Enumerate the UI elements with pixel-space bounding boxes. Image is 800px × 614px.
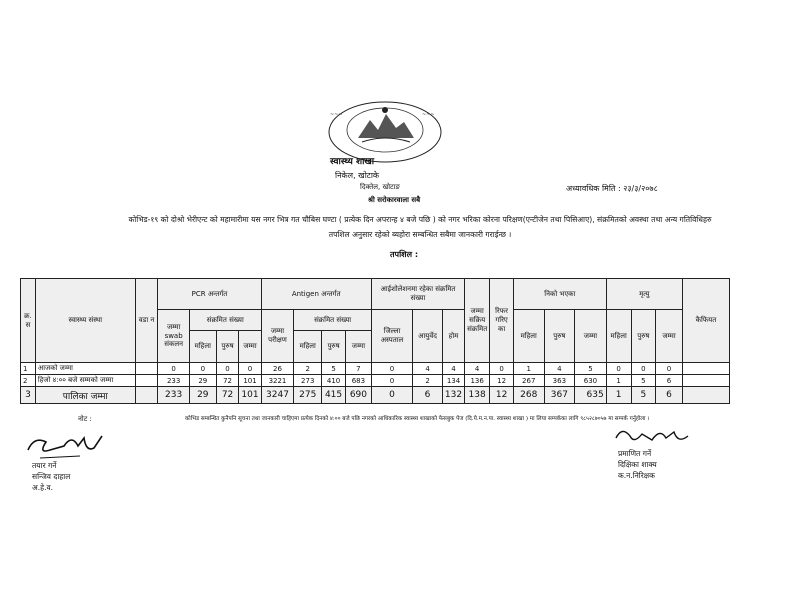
- cell-org: हिजो ४:०० बजे सम्मको जम्मा: [35, 375, 135, 387]
- cell-pcr-swab: 0: [158, 363, 190, 375]
- cell-org: आजको जम्मा: [35, 363, 135, 375]
- cell-ag-female: 2: [294, 363, 322, 375]
- cell-pcr-swab: 233: [158, 387, 190, 404]
- header-isolation: आईशोलेशनमा रहेका संक्रमित संख्या: [371, 279, 464, 310]
- header-death-total: जम्मा: [656, 310, 683, 363]
- cell-ag-female: 273: [294, 375, 322, 387]
- header-ward: वडा न: [135, 279, 158, 363]
- header-rec-female: महिला: [513, 310, 544, 363]
- intro-text: [120, 212, 720, 242]
- header-rec-total: जम्मा: [575, 310, 607, 363]
- cell-rec-male: 4: [544, 363, 575, 375]
- header-iso-district: जिल्ला अस्पताल: [371, 310, 412, 363]
- cell-pcr-swab: 233: [158, 375, 190, 387]
- header-org: स्वास्थ्य संस्था: [35, 279, 135, 363]
- cell-death-male: 5: [631, 387, 656, 404]
- note-label: नोट :: [78, 415, 92, 423]
- cell-sn: 1: [21, 363, 36, 375]
- header-pcr: PCR अन्तर्गत: [158, 279, 261, 310]
- cell-death-male: 5: [631, 375, 656, 387]
- header-death: मृत्यु: [606, 279, 682, 310]
- cell-ag-infected-total: 683: [346, 375, 372, 387]
- intro-line-2: तपशिल अनुसार रहेको ब्यहोरा सम्बन्धित सबैमा जानकारी गराईन्छ ।: [328, 230, 512, 239]
- municipality-name: निकेल, खोटाके: [335, 171, 380, 180]
- cell-death-female: 0: [606, 363, 631, 375]
- cell-death-female: 1: [606, 387, 631, 404]
- cell-death-total: 6: [656, 387, 683, 404]
- update-date: अध्यावधिक मिति : २३/३/२०७८: [566, 184, 658, 193]
- header-ag-total: जम्मा परीक्षण: [261, 310, 294, 363]
- header-death-female: महिला: [606, 310, 631, 363]
- subtitle: तपशिल :: [390, 250, 419, 259]
- header-iso-ayurveda: आयुर्वेद: [413, 310, 443, 363]
- cell-ward: [135, 363, 158, 375]
- table-row-total: [21, 387, 730, 404]
- cell-org: पालिका जम्मा: [35, 387, 135, 404]
- cell-ag-total: 3221: [261, 375, 294, 387]
- header-pcr-total: जम्मा: [239, 331, 261, 363]
- office-name: स्वास्थ्य शाखा: [330, 157, 375, 167]
- cell-pcr-total: 0: [239, 363, 261, 375]
- header-ag-male: पुरुष: [322, 331, 346, 363]
- cell-rec-female: 268: [513, 387, 544, 404]
- cell-death-male: 0: [631, 363, 656, 375]
- addressee: श्री सरोकारवाला सबै: [368, 196, 421, 204]
- cell-active: 138: [465, 387, 490, 404]
- right-title: क.न.निरिक्षक: [618, 471, 655, 480]
- cell-ag-male: 410: [322, 375, 346, 387]
- cell-ag-female: 275: [294, 387, 322, 404]
- left-title: अ.हे.व.: [32, 483, 54, 492]
- header-pcr-male: पुरुष: [216, 331, 239, 363]
- svg-text:~~~: ~~~: [422, 112, 435, 118]
- cell-iso-ayurveda: 2: [413, 375, 443, 387]
- cell-iso-district: 0: [371, 363, 412, 375]
- header-referred: रिफर गरिए का: [490, 279, 514, 363]
- cell-death-female: 1: [606, 375, 631, 387]
- header-pcr-infected: संक्रमित संख्या: [189, 310, 261, 331]
- cell-ag-male: 5: [322, 363, 346, 375]
- cell-ag-total: 3247: [261, 387, 294, 404]
- cell-remarks: [682, 375, 729, 387]
- cell-pcr-female: 29: [189, 375, 216, 387]
- cell-death-total: 6: [656, 375, 683, 387]
- header-death-male: पुरुष: [631, 310, 656, 363]
- table-row-today: [21, 363, 730, 375]
- cell-active: 136: [465, 375, 490, 387]
- cell-sn: 3: [21, 387, 36, 404]
- cell-pcr-male: 72: [216, 375, 239, 387]
- covid-report-table: [20, 278, 730, 404]
- cell-pcr-female: 29: [189, 387, 216, 404]
- header-antigen: Antigen अन्तर्गत: [261, 279, 371, 310]
- cell-remarks: [682, 363, 729, 375]
- cell-iso-home: 134: [442, 375, 464, 387]
- cell-referred: 12: [490, 375, 514, 387]
- cell-ag-male: 415: [322, 387, 346, 404]
- cell-rec-male: 367: [544, 387, 575, 404]
- cell-remarks: [682, 387, 729, 404]
- header-ag-total-infected: जम्मा: [346, 331, 372, 363]
- cell-iso-ayurveda: 6: [413, 387, 443, 404]
- cell-death-total: 0: [656, 363, 683, 375]
- cell-pcr-total: 101: [239, 375, 261, 387]
- cell-pcr-total: 101: [239, 387, 261, 404]
- header-pcr-female: महिला: [189, 331, 216, 363]
- cell-rec-total: 635: [575, 387, 607, 404]
- right-role: प्रमाणित गर्ने: [618, 449, 652, 458]
- cell-ag-infected-total: 7: [346, 363, 372, 375]
- cell-rec-female: 267: [513, 375, 544, 387]
- district-name: दिक्तेल, खोटाङ: [360, 183, 400, 191]
- cell-ward: [135, 375, 158, 387]
- cell-ag-total: 26: [261, 363, 294, 375]
- left-signatory: [32, 460, 70, 493]
- intro-line-1: कोभिड-१९ को दोश्रो भेरीएन्ट को महामारीमा यस नगर भित्र गत चौबिस घण्टा ( प्रत्येक दिन अपरान्ह ४ बजे पछि ) को नगर भरिका कोरना परिक्षण(एन्टीजेन तथा पिसिआए), संक्रमितको अवस्था तथा अन्य गतिविधिहरु: [128, 215, 712, 224]
- left-role: तयार गर्ने: [32, 461, 57, 470]
- note-text: कोभिड सम्बन्धित कुनैपनि सूचना तथा जानकारी चाहिएमा प्रत्येक दिनको ४:०० बजे पछि नगरको आधिकारिक स्वास्थ्य शाखाको फेसबुक पेज (दि.ये.म.न.पा. स्वास्थ्य शाखा ) मा लिया सम्पर्कका लागि ९८५२८७०५७ मा सम्पर्क गर्नुहोला ।: [185, 416, 650, 422]
- header-rec-male: पुरुष: [544, 310, 575, 363]
- header-active: जम्मा सक्रिय संक्रमित: [465, 279, 490, 363]
- cell-pcr-male: 0: [216, 363, 239, 375]
- cell-pcr-male: 72: [216, 387, 239, 404]
- cell-rec-female: 1: [513, 363, 544, 375]
- cell-rec-male: 363: [544, 375, 575, 387]
- cell-iso-district: 0: [371, 387, 412, 404]
- header-recovered: निको भएका: [513, 279, 606, 310]
- cell-rec-total: 5: [575, 363, 607, 375]
- cell-pcr-female: 0: [189, 363, 216, 375]
- header-ag-female: महिला: [294, 331, 322, 363]
- cell-referred: 0: [490, 363, 514, 375]
- svg-text:~~~: ~~~: [330, 112, 343, 118]
- left-name: सन्जिव दाहाल: [32, 472, 71, 481]
- header-iso-home: होम: [442, 310, 464, 363]
- table-row-yesterday: [21, 375, 730, 387]
- cell-iso-district: 0: [371, 375, 412, 387]
- header-ag-infected: संक्रमित संख्या: [294, 310, 371, 331]
- cell-ag-infected-total: 690: [346, 387, 372, 404]
- header-pcr-swab: जम्मा swab संकलन: [158, 310, 190, 363]
- header-sn: क्र. स: [21, 279, 36, 363]
- cell-active: 4: [465, 363, 490, 375]
- cell-sn: 2: [21, 375, 36, 387]
- cell-iso-home: 4: [442, 363, 464, 375]
- cell-ward: [135, 387, 158, 404]
- right-name: दिक्षिका शाक्य: [618, 460, 657, 469]
- cell-iso-ayurveda: 4: [413, 363, 443, 375]
- cell-rec-total: 630: [575, 375, 607, 387]
- right-signatory: [618, 448, 657, 481]
- cell-referred: 12: [490, 387, 514, 404]
- header-remarks: कैफियत: [682, 279, 729, 363]
- cell-iso-home: 132: [442, 387, 464, 404]
